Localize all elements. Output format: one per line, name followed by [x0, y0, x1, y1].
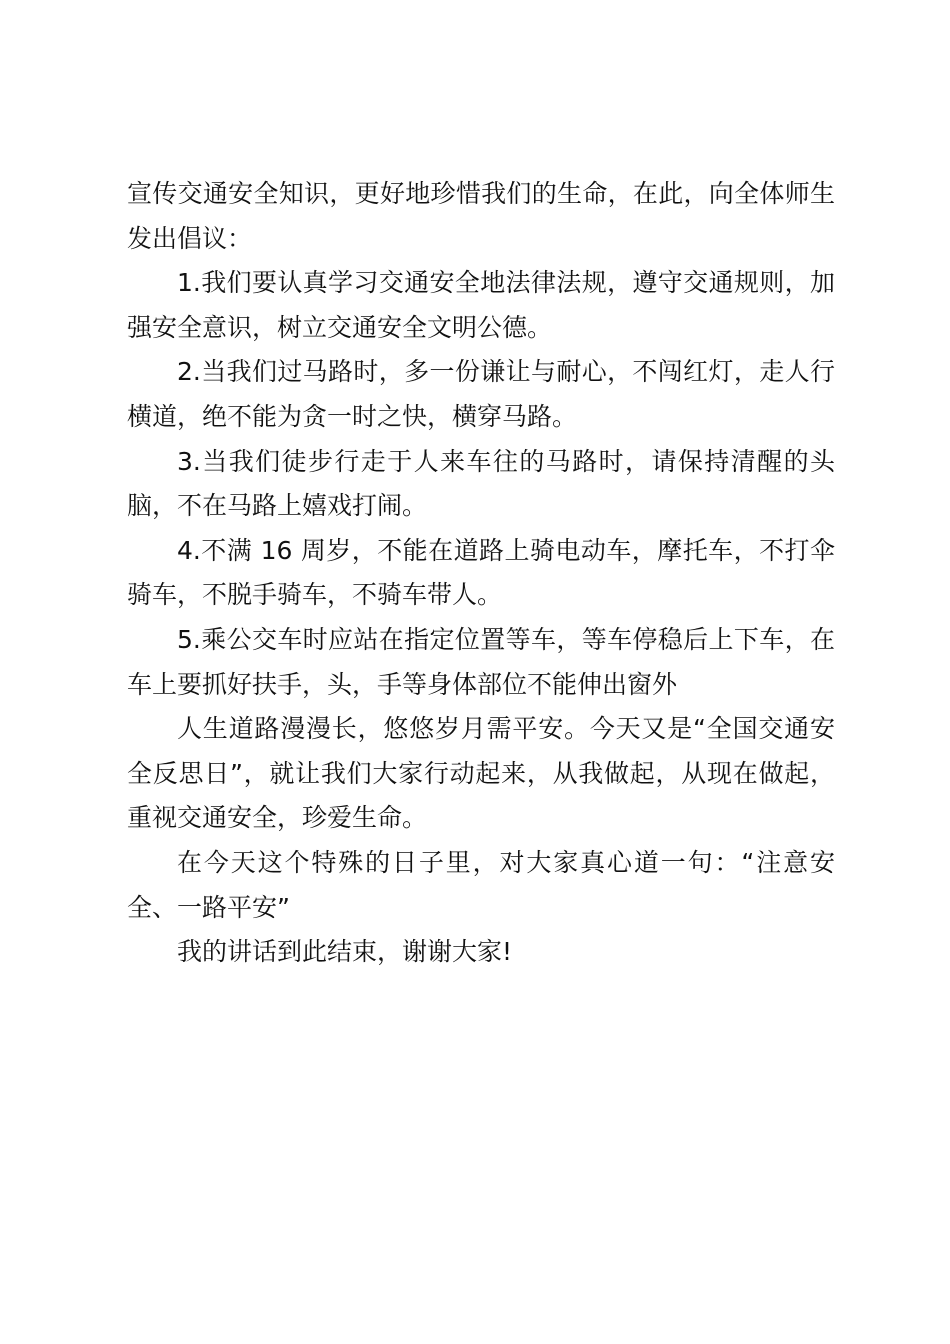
wish-paragraph: 在今天这个特殊的日子里，对大家真心道一句：“注意安全、一路平安”: [127, 847, 835, 922]
proposal-item-1: 1.我们要认真学习交通安全地法律法规，遵守交通规则，加强安全意识，树立交通安全文明公德。: [127, 268, 835, 342]
proposal-item-5: 5.乘公交车时应站在指定位置等车，等车停稳后上下车，在车上要抓好扶手，头，手等身体部位不能伸出窗外: [127, 624, 835, 699]
proposal-item-2: 2.当我们过马路时，多一份谦让与耐心，不闯红灯，走人行横道，绝不能为贪一时之快，横穿马路。: [127, 357, 835, 431]
intro-paragraph: 宣传交通安全知识，更好地珍惜我们的生命，在此，向全体师生发出倡议：: [127, 179, 835, 253]
ending-line: 我的讲话到此结束，谢谢大家!: [177, 937, 513, 967]
document-body: [127, 172, 835, 975]
proposal-item-3: 3.当我们徒步行走于人来车往的马路时，请保持清醒的头脑，不在马路上嬉戏打闹。: [127, 446, 835, 521]
proposal-item-4: 4.不满 16 周岁，不能在道路上骑电动车，摩托车，不打伞骑车，不脱手骑车，不骑车带人。: [127, 535, 835, 610]
closing-paragraph: 人生道路漫漫长，悠悠岁月需平安。今天又是“全国交通安全反思日”，就让我们大家行动起来，从我做起，从现在做起，重视交通安全，珍爱生命。: [127, 714, 835, 833]
